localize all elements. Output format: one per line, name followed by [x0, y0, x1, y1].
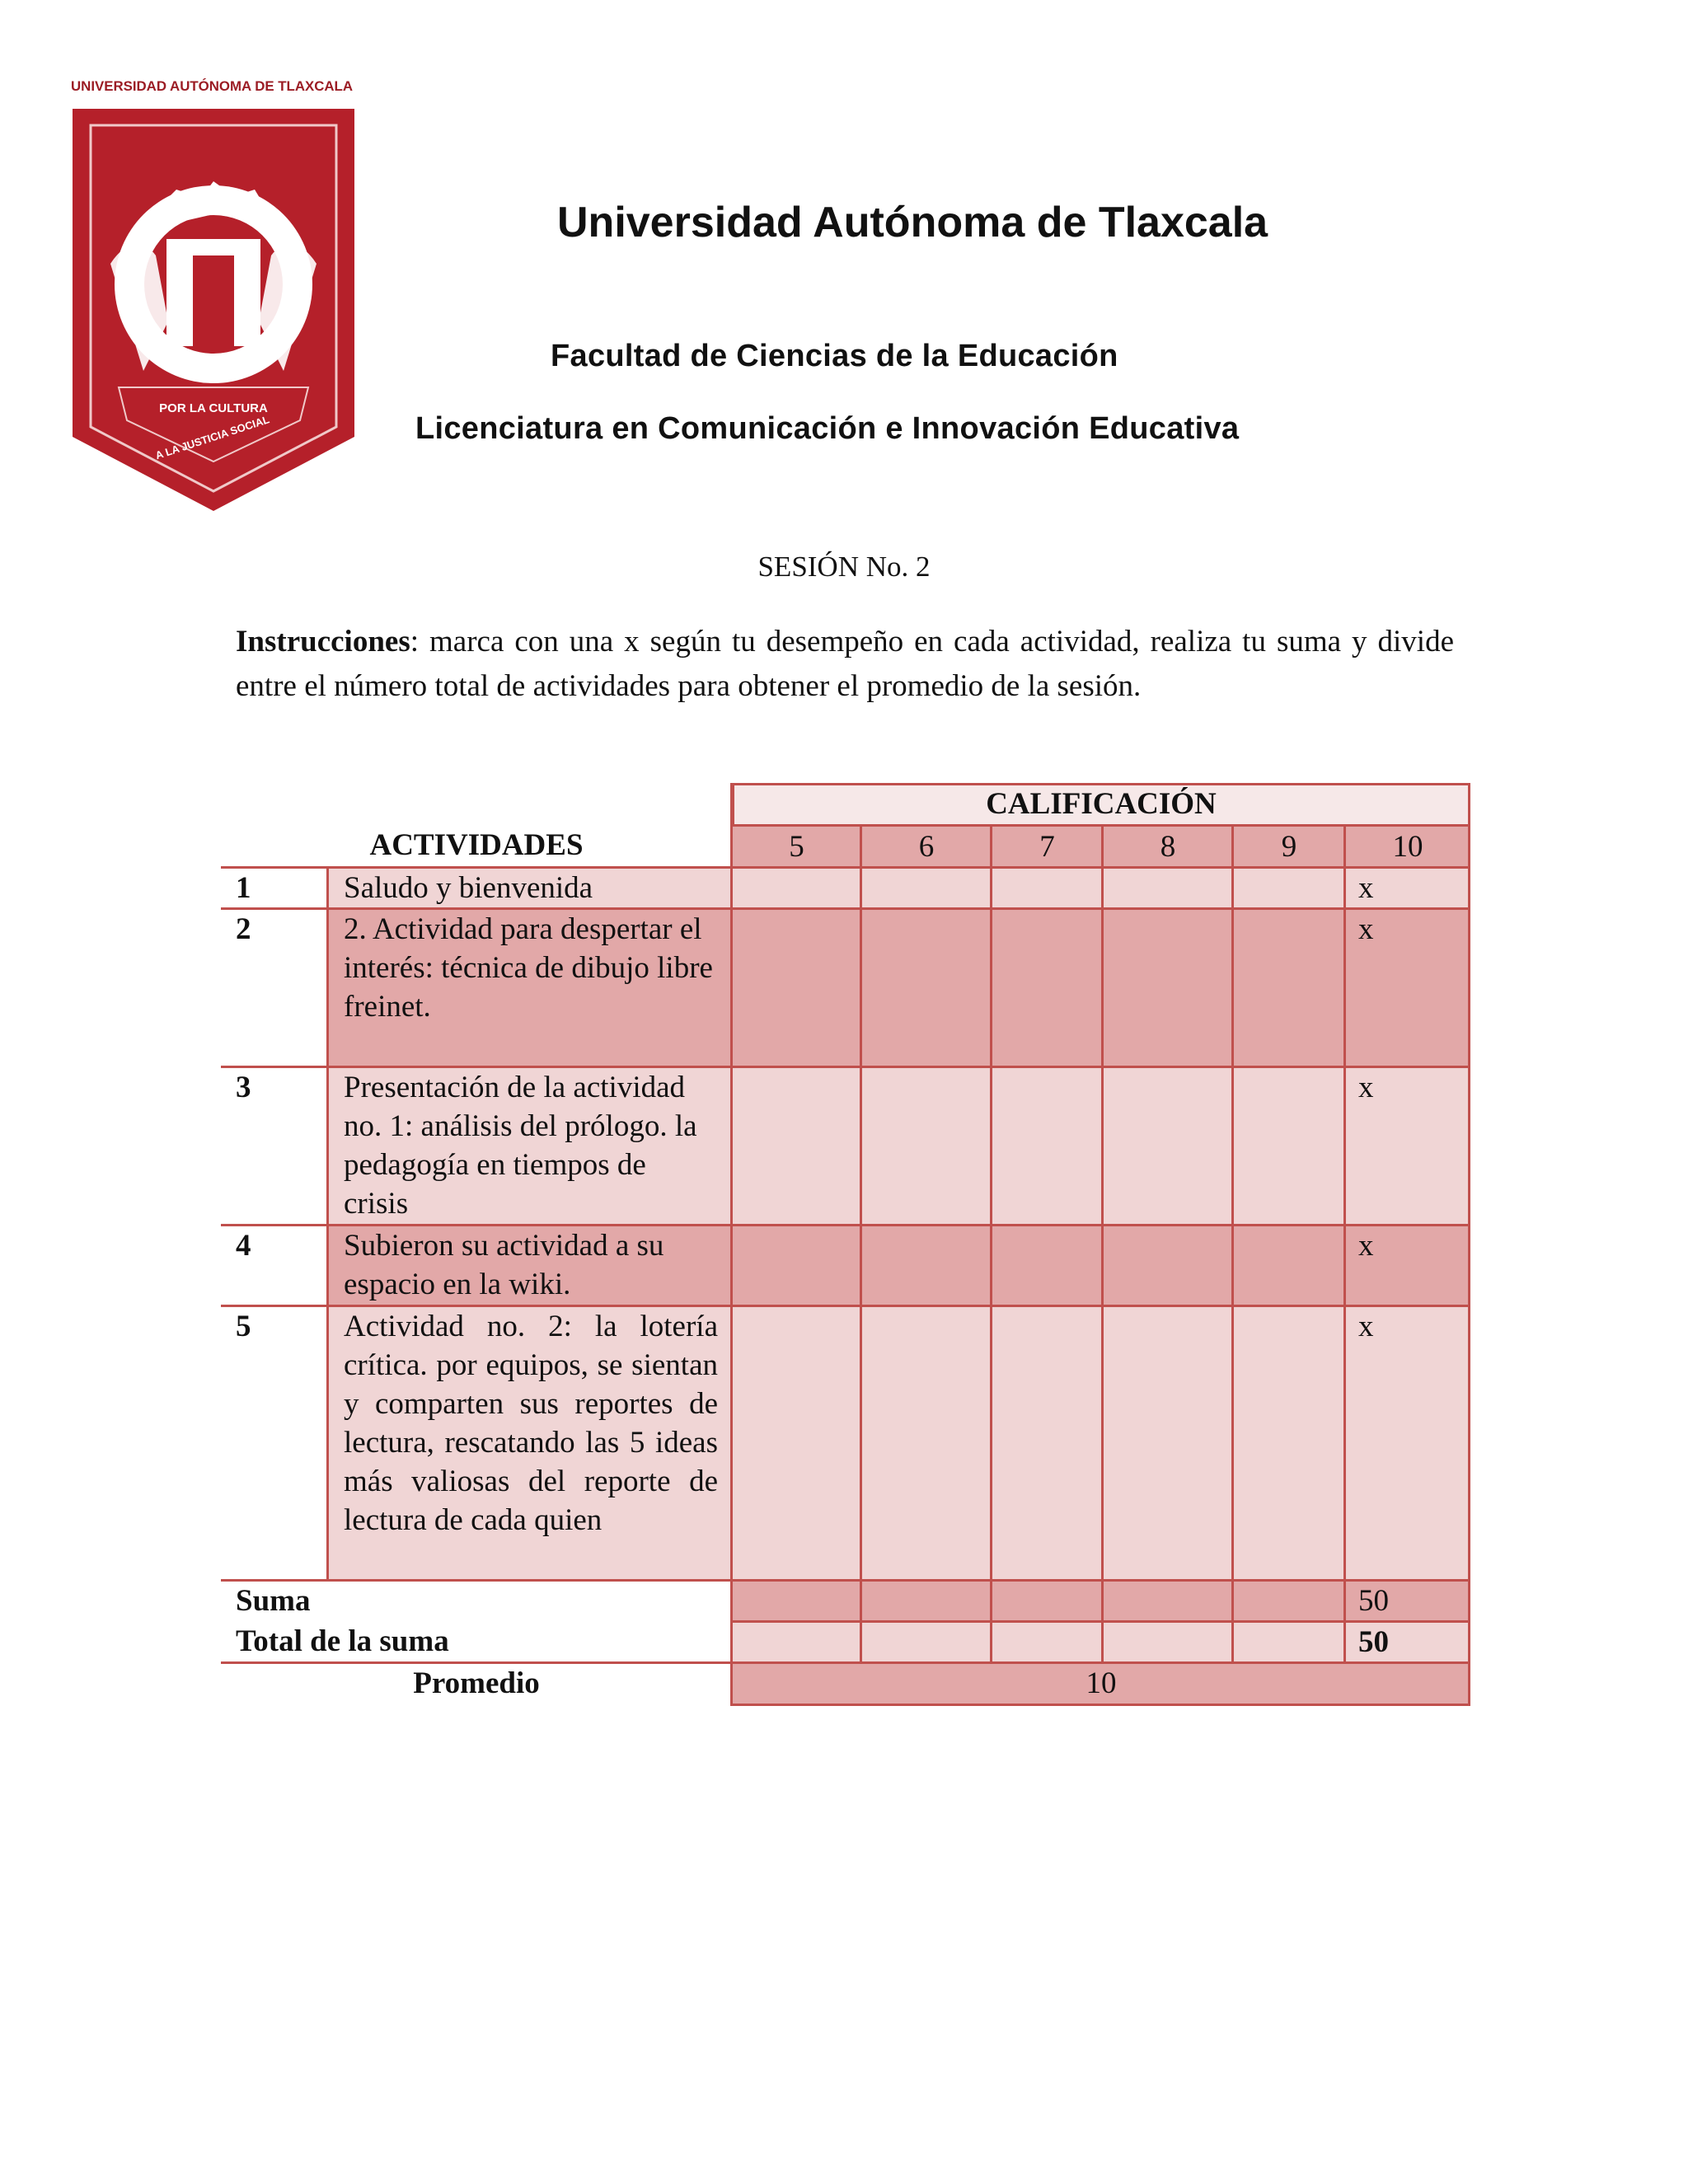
row-1-mark: x: [1358, 871, 1374, 905]
row-2-mark: x: [1358, 912, 1374, 946]
grade-7-header: 7: [1039, 830, 1055, 864]
rule: [326, 868, 329, 1581]
row-5-number: 5: [236, 1310, 251, 1343]
row-5-activity: Actividad no. 2: la lotería crítica. por equipos, se sientan y comparten sus reportes de lectura, rescatando las 5 ideas más valiosas del reporte de lectura de cada quien: [344, 1310, 718, 1537]
row-3-activity: Presentación de la actividad no. 1: análisis del prólogo. la pedagogía en tiempos de crisis: [344, 1071, 697, 1221]
rule: [1468, 783, 1470, 1706]
activities-header: ACTIVIDADES: [369, 828, 584, 862]
session-title: SESIÓN No. 2: [757, 551, 931, 583]
rule: [1231, 827, 1234, 1663]
total-value: 50: [1358, 1625, 1389, 1659]
row-1-activity: Saludo y bienvenida: [344, 871, 593, 905]
rule: [732, 1704, 1470, 1706]
average-value: 10: [1085, 1666, 1117, 1700]
logo-motto-1: POR LA CULTURA: [159, 401, 268, 415]
logo-top-text: UNIVERSIDAD AUTÓNOMA DE TLAXCALA: [71, 78, 353, 94]
sum-label: Suma: [236, 1584, 311, 1618]
logo-motto-2: A LA JUSTICIA SOCIAL: [153, 413, 271, 462]
row-5-mark: x: [1358, 1310, 1374, 1343]
university-logo: [69, 74, 358, 515]
row-2-number: 2: [236, 912, 251, 946]
average-label: Promedio: [413, 1666, 540, 1700]
grade-10-header: 10: [1392, 830, 1423, 864]
row-2-activity: 2. Actividad para despertar el interés: técnica de dibujo libre freinet.: [344, 912, 713, 1024]
rule: [1343, 827, 1346, 1663]
rule: [1101, 827, 1104, 1663]
grade-8-header: 8: [1160, 830, 1176, 864]
sum-value: 50: [1358, 1584, 1389, 1618]
grading-table: [221, 783, 1470, 1706]
rule: [730, 783, 733, 1706]
faculty-title: Facultad de Ciencias de la Educación: [551, 339, 1118, 373]
total-label: Total de la suma: [236, 1624, 449, 1658]
row-4-activity: Subieron su actividad a su espacio en la wiki.: [344, 1229, 664, 1301]
program-title: Licenciatura en Comunicación e Innovación Educativa: [415, 411, 1240, 446]
university-title: Universidad Autónoma de Tlaxcala: [557, 199, 1268, 246]
rule: [221, 1579, 1470, 1582]
instructions-label: Instrucciones: [236, 625, 410, 658]
row-3-mark: x: [1358, 1071, 1374, 1104]
row-1-number: 1: [236, 871, 251, 905]
grade-6-header: 6: [918, 830, 935, 864]
rule: [860, 827, 862, 1663]
instructions-paragraph: [236, 620, 1454, 709]
instructions-text: : marca con una x según tu desempeño en cada actividad, realiza tu suma y divide entre el número total de actividades para obtener el promedio de la sesión.: [236, 625, 1454, 703]
row-4-number: 4: [236, 1229, 251, 1263]
rule: [990, 827, 992, 1663]
row-4-mark: x: [1358, 1229, 1374, 1263]
grading-header: CALIFICACIÓN: [986, 787, 1217, 821]
grade-5-header: 5: [789, 830, 804, 864]
grade-9-header: 9: [1281, 830, 1297, 864]
row-3-number: 3: [236, 1071, 251, 1104]
